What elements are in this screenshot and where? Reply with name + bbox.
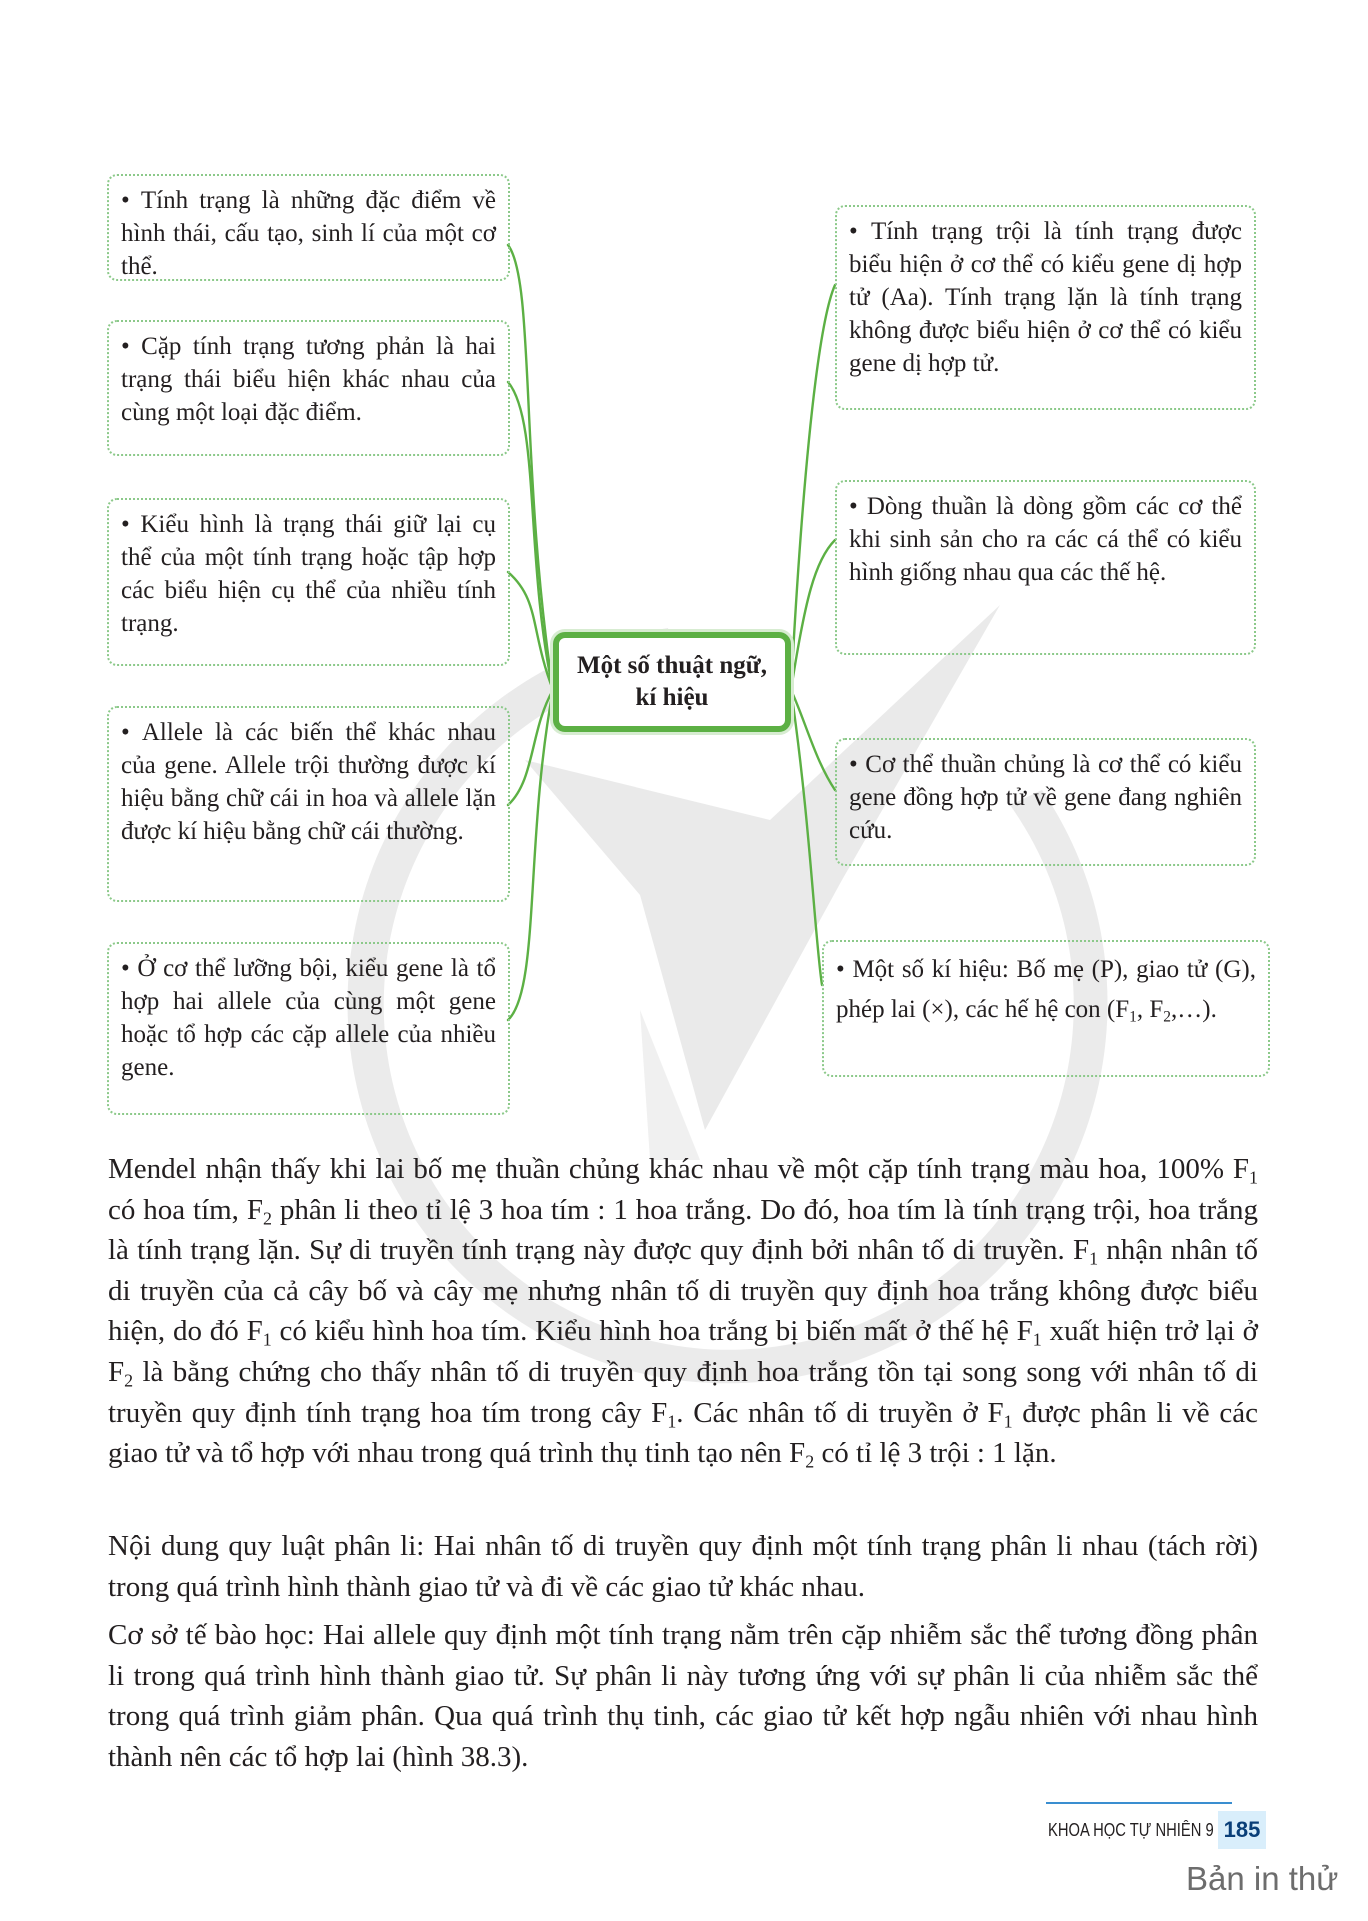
- mindmap-box-left-3: [107, 498, 510, 666]
- box-text: • Ở cơ thể lưỡng bội, kiểu gene là tổ hợp hai allele của cùng một gene hoặc tổ hợp các cặp allele của nhiều gene.: [121, 955, 496, 1081]
- mindmap-box-right-2: [835, 480, 1256, 655]
- page-number: 185: [1218, 1811, 1266, 1849]
- footer-book-title: KHOA HỌC TỰ NHIÊN 9: [1048, 1820, 1214, 1840]
- mindmap-box-right-4: [822, 940, 1270, 1077]
- draft-label: Bản in thử: [1186, 1860, 1339, 1897]
- connector-left-5: [508, 690, 553, 1020]
- box-text: • Dòng thuần là dòng gồm các cơ thể khi sinh sản cho ra các cá thể có kiểu hình giống nhau qua các thế hệ.: [849, 493, 1242, 586]
- box-text-symbols: • Một số kí hiệu: Bố mẹ (P), giao tử (G), phép lai (×), các hế hệ con ($F_1$, $F_2,\dots$).: [836, 956, 1256, 1023]
- box-text: • Cơ thể thuần chủng là cơ thể có kiểu gene đồng hợp tử về gene đang nghiên cứu.: [849, 751, 1242, 844]
- paragraph-law-of-segregation: Nội dung quy luật phân li: Hai nhân tố di truyền quy định một tính trạng phân li nhau (tách rời) trong quá trình hình thành giao tử và đi về các giao tử khác nhau.: [108, 1530, 1258, 1603]
- connector-right-4: [791, 690, 822, 985]
- mindmap-box-right-3: [835, 738, 1256, 866]
- mindmap-box-left-5: [107, 942, 510, 1115]
- box-text: • Tính trạng trội là tính trạng được biểu hiện ở cơ thể có kiểu gene dị hợp tử (Aa). Tính trạng lặn là tính trạng không được biểu hiện ở cơ thể có kiểu gene dị hợp tử.: [849, 218, 1242, 377]
- connector-left-4: [508, 690, 553, 805]
- center-node-label: Một số thuật ngữ, kí hiệu: [576, 652, 767, 711]
- mindmap-box-left-2: [107, 320, 510, 456]
- box-text: • Cặp tính trạng tương phản là hai trạng thái biểu hiện khác nhau của cùng một loại đặc điểm.: [121, 333, 496, 426]
- connector-right-1: [791, 285, 835, 690]
- footer-rule: [1046, 1802, 1232, 1804]
- box-text: • Kiểu hình là trạng thái giữ lại cụ thể của một tính trạng hoặc tập hợp các biểu hiện cụ thể của nhiều tính trạng.: [121, 511, 496, 637]
- paragraph-mendel-observation: Mendel nhận thấy khi lai bố mẹ thuần chủng khác nhau về một cặp tính trạng màu hoa, 100% $F_1$ có hoa tím, $F_2$ phân li theo tỉ lệ 3 hoa tím : 1 hoa trắng. Do đó, hoa tím là tính trạng trội, hoa trắng là tính trạng lặn. Sự di truyền tính trạng này được quy định bởi nhân tố di truyền. $F_1$ nhận nhân tố di truyền của cả cây bố và cây mẹ nhưng nhân tố di truyền quy định hoa trắng không được biểu hiện, do đó $F_1$ có kiểu hình hoa tím. Kiểu hình hoa trắng bị biến mất ở thế hệ $F_1$ xuất hiện trở lại ở $F_2$ là bằng chứng cho thấy nhân tố di truyền quy định hoa trắng tồn tại song song với nhân tố di truyền quy định tính trạng hoa tím trong cây $F_1$. Các nhân tố di truyền ở $F_1$ được phân li về các giao tử và tổ hợp với nhau trong quá trình thụ tinh tạo nên $F_2$ có tỉ lệ 3 trội : 1 lặn.: [108, 1153, 1259, 1472]
- box-text: • Allele là các biến thể khác nhau của gene. Allele trội thường được kí hiệu bằng chữ cái in hoa và allele lặn được kí hiệu bằng chữ cái thường.: [121, 719, 496, 845]
- mindmap-box-right-1: [835, 205, 1256, 410]
- mindmap-center-node: [553, 632, 791, 732]
- mindmap-box-left-1: [107, 174, 510, 281]
- box-text: • Tính trạng là những đặc điểm về hình thái, cấu tạo, sinh lí của một cơ thể.: [121, 187, 496, 280]
- paragraph-cellular-basis: Cơ sở tế bào học: Hai allele quy định một tính trạng nằm trên cặp nhiễm sắc thể tương đồng phân li trong quá trình hình thành giao tử. Sự phân li này tương ứng với sự phân li của nhiễm sắc thể trong quá trình giảm phân. Qua quá trình thụ tinh, các giao tử kết hợp ngẫu nhiên với nhau hình thành nên các tổ hợp lai (hình 38.3).: [108, 1619, 1258, 1773]
- mindmap-box-left-4: [107, 706, 510, 902]
